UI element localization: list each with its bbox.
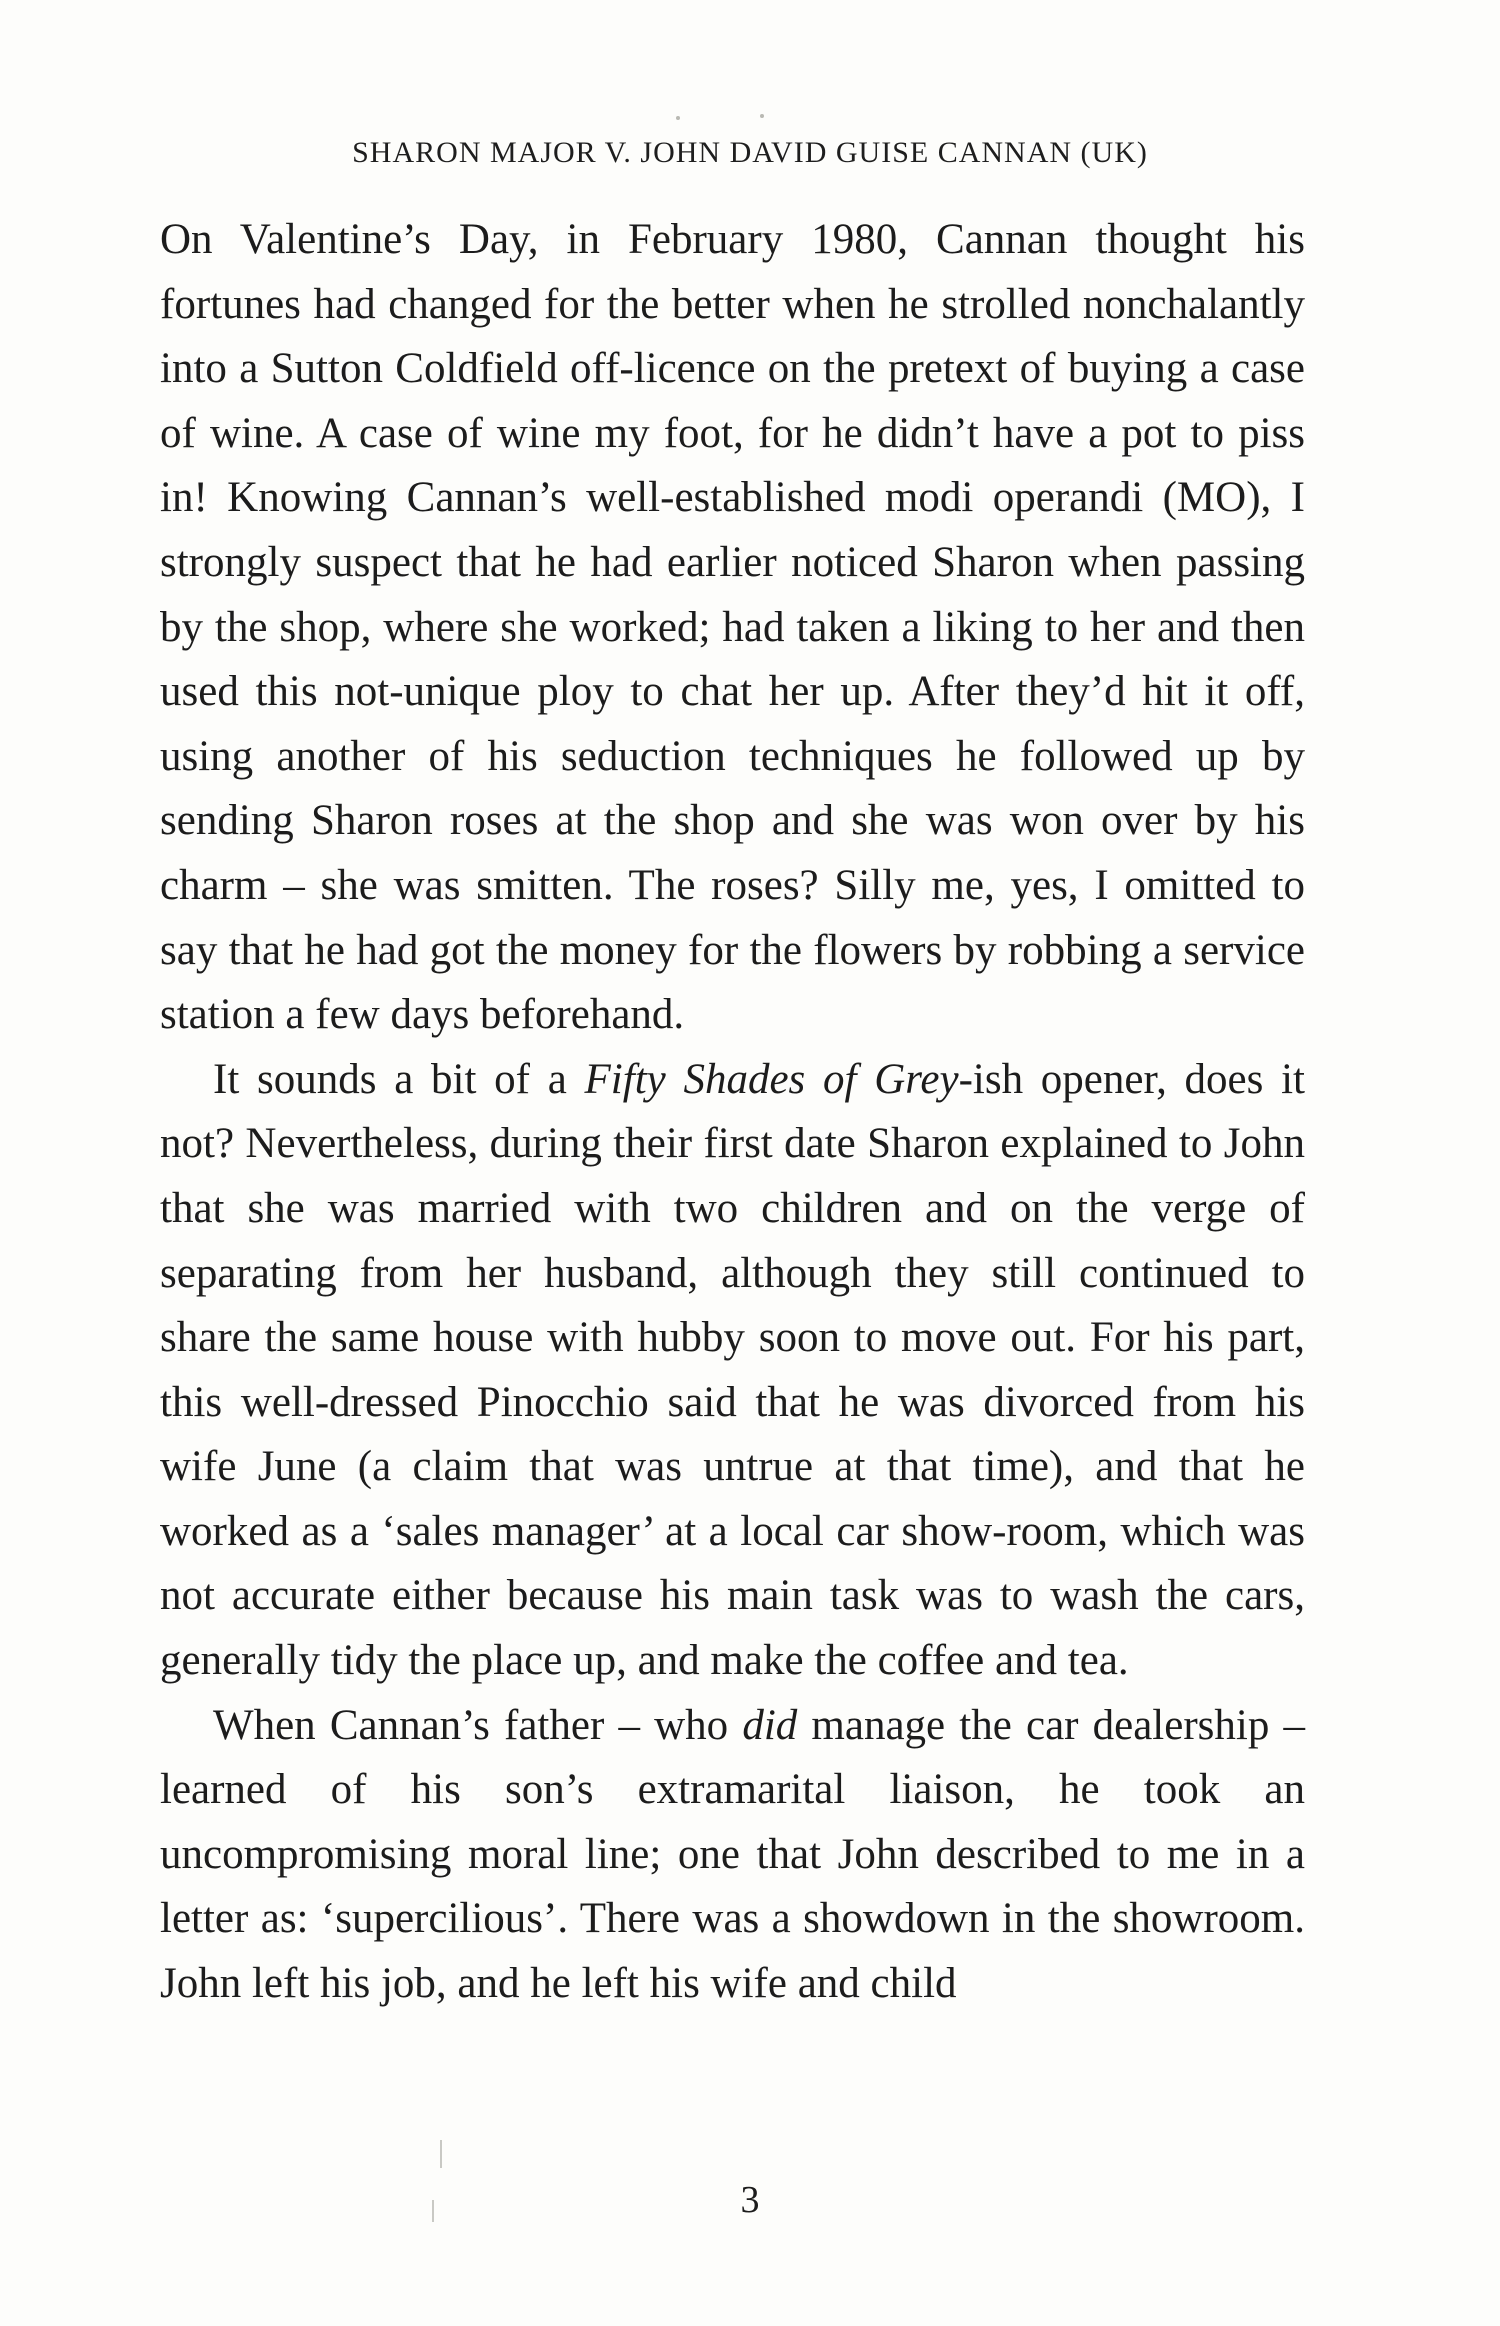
scan-speck xyxy=(676,116,680,120)
paragraph xyxy=(160,1048,1305,1694)
paragraph xyxy=(160,1694,1305,2017)
running-head: SHARON MAJOR V. JOHN DAVID GUISE CANNAN (UK) xyxy=(352,136,1148,169)
page-number: 3 xyxy=(740,2179,760,2221)
emphasis-italic: did xyxy=(742,1701,798,1749)
body-text xyxy=(160,208,1305,2017)
text-run: When Cannan’s father – who xyxy=(213,1701,743,1749)
book-title-italic: Fifty Shades of Grey xyxy=(584,1055,959,1103)
text-run: It sounds a bit of a xyxy=(213,1055,585,1103)
scan-speck xyxy=(760,114,764,118)
paragraph: On Valentine’s Day, in February 1980, Cannan thought his fortunes had changed for the better when he strolled nonchalantly into a Sutton Coldfield off-licence on the pretext of buying a case of wine. A case of wine my foot, for he didn’t have a pot to piss in! Knowing Cannan’s well-established modi operandi (MO), I strongly suspect that he had earlier noticed Sharon when passing by the shop, where she worked; had taken a liking to her and then used this not-unique ploy to chat her up. After they’d hit it off, using another of his seduction techniques he followed up by sending Sharon roses at the shop and she was won over by his charm – she was smitten. The roses? Silly me, yes, I omitted to say that he had got the money for the flowers by robbing a service station a few days beforehand. xyxy=(160,216,1305,1039)
text-run: -ish opener, does it not? Nevertheless, during their first date Sharon explained to John that she was married with two children and on the verge of separating from her husband, although they still continued to share the same house with hubby soon to move out. For his part, this well-dressed Pinocchio said that he was divorced from his wife June (a claim that was untrue at that time), and that he worked as a ‘sales manager’ at a local car show-room, which was not accurate either because his main task was to wash the cars, generally tidy the place up, and make the coffee and tea. xyxy=(160,1055,1305,1685)
scan-mark xyxy=(440,2140,442,2168)
text-run: manage the car dealership – learned of his son’s extramarital liaison, he took an uncompromising moral line; one that John described to me in a letter as: ‘supercilious’. There was a showdown in the showroom. John left his job, and he left his wife and child xyxy=(160,1701,1305,2008)
